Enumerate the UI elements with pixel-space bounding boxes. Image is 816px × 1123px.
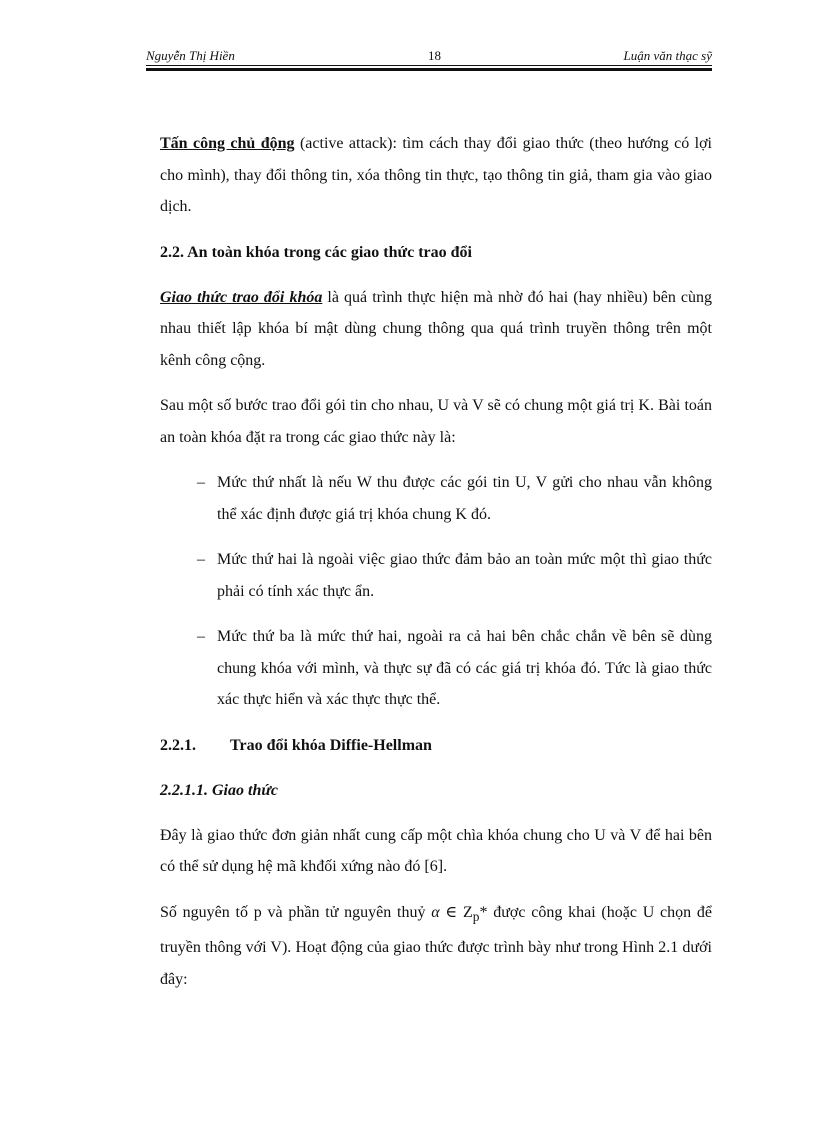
list-item <box>160 621 712 716</box>
dash-bullet: – <box>197 628 205 645</box>
subscript-p: p <box>472 908 480 924</box>
section-heading-2-2-1-1: 2.2.1.1. Giao thức <box>160 781 279 799</box>
list-item <box>160 467 712 530</box>
term-key-exchange: Giao thức trao đổi khóa <box>160 288 323 306</box>
header-rule-thick <box>146 68 712 71</box>
list-item <box>160 544 712 607</box>
section-number: 2.2.1. <box>160 736 196 754</box>
paragraph-text: là quá trình thực hiện mà nhờ đó hai (hay nhiều) bên cùng nhau thiết lập khóa bí mật dùng chung thông qua quá trình truyền thông trên một kênh công cộng. <box>160 288 712 369</box>
security-levels-list <box>160 467 712 716</box>
section-heading-2-2: 2.2. An toàn khóa trong các giao thức trao đổi <box>160 243 472 261</box>
header-author: Nguyễn Thị Hiền <box>146 48 235 63</box>
page-body <box>160 128 712 1009</box>
paragraph-text: * được công khai (hoặc U chọn để truyền thông với V). Hoạt động của giao thức được trình bày như trong Hình 2.1 dưới đây: <box>160 903 712 988</box>
paragraph-text: Số nguyên tố p và phần tử nguyên thuỷ <box>160 903 432 921</box>
list-item-text: Mức thứ nhất là nếu W thu được các gói tin U, V gửi cho nhau vẫn không thể xác định được giá trị khóa chung K đó. <box>217 474 712 523</box>
paragraph-text: (active attack): tìm cách thay đổi giao thức (theo hướng có lợi cho mình), thay đổi thông tin, xóa thông tin thực, tạo thông tin giả, tham gia vào giao dịch. <box>160 135 712 215</box>
header-rule-thin <box>146 65 712 66</box>
list-item-text: Mức thứ ba là mức thứ hai, ngoài ra cả hai bên chắc chắn về bên sẽ dùng chung khóa với mình, và thực sự đã có các giá trị khóa đó. Tức là giao thức xác thực hiển và xác thực thực thể. <box>217 628 712 708</box>
alpha-symbol: α <box>431 903 440 921</box>
paragraph-dh-intro: Đây là giao thức đơn giản nhất cung cấp một chìa khóa chung cho U và V để hai bên có thể sử dụng hệ mã khđối xứng nào đó [6]. <box>160 826 712 875</box>
dash-bullet: – <box>197 474 205 491</box>
paragraph-active-attack <box>160 128 712 223</box>
header-doc-type: Luận văn thạc sỹ <box>623 48 712 63</box>
element-of-z: ∈ Z <box>439 903 473 921</box>
header-page-number: 18 <box>428 48 441 63</box>
section-heading-2-2-1 <box>160 730 712 761</box>
term-active-attack: Tấn công chủ động <box>160 135 295 152</box>
paragraph-key-exchange-definition <box>160 282 712 377</box>
section-title: Trao đổi khóa Diffie-Hellman <box>230 736 432 754</box>
paragraph-dh-parameters <box>160 897 712 996</box>
paragraph-problem-statement: Sau một số bước trao đổi gói tin cho nhau, U và V sẽ có chung một giá trị K. Bài toán an toàn khóa đặt ra trong các giao thức này là: <box>160 397 712 446</box>
dash-bullet: – <box>197 551 205 568</box>
list-item-text: Mức thứ hai là ngoài việc giao thức đảm bảo an toàn mức một thì giao thức phải có tính xác thực ẩn. <box>217 551 712 600</box>
